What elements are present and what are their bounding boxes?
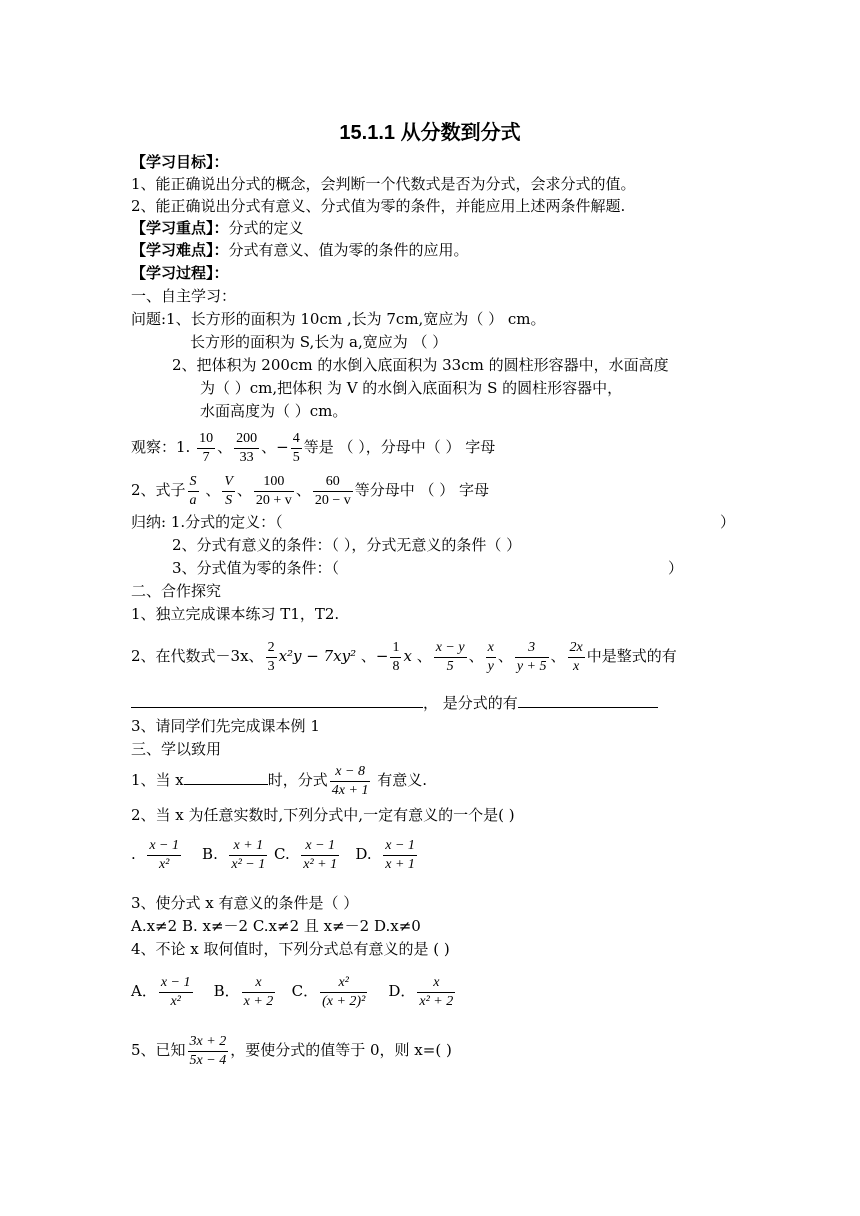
fraction-v-s	[222, 473, 235, 510]
process-heading	[131, 263, 229, 283]
numerator: 4	[291, 430, 302, 449]
fraction-10-7	[197, 430, 215, 467]
numerator: V	[222, 473, 235, 492]
exercise-4-options	[131, 971, 457, 1011]
summary-1: 归纳: 1.分式的定义：（	[131, 513, 283, 531]
option-label-d: D．	[388, 982, 416, 1000]
answer-blank-fractional[interactable]	[518, 693, 658, 708]
exercise-2-options: . $\frac{x - 1}{\text{x²}}$ B. $\frac{x + 1}{\text{x² − 1}}$ C. $\frac{x - 1}{\text{x² + 1}}$ D. $\frac{x - 1}{x + 1}$	[131, 837, 415, 872]
coop-2-answer-line	[131, 693, 658, 713]
option-c-fraction: $\frac{x - 1}{\text{x² + 1}}$	[303, 837, 338, 872]
denominator: a	[189, 492, 197, 508]
obs2-suffix: 等分母中 （ ） 字母	[354, 481, 490, 499]
summary-1-close: ）	[720, 513, 736, 531]
section-2-heading: 二、合作探究	[131, 582, 222, 600]
summary-2: 2、分式有意义的条件：（ ），分式无意义的条件（ ）	[172, 536, 522, 554]
exercise-1	[131, 760, 427, 800]
denominator: 20 − v	[314, 492, 351, 508]
ex1-c: 有意义.	[377, 771, 428, 789]
fraction-x-y: $\frac{x}{y}$	[487, 639, 494, 674]
observe-suffix: 等是 （ ），分母中（ ） 字母	[303, 438, 496, 456]
difficulty	[131, 240, 469, 260]
objective-2: 2、能正确说出分式有意义、分式值为零的条件，并能应用上述两条件解题.	[131, 197, 626, 215]
option-label-a: A．	[131, 982, 157, 1000]
numerator: 60	[313, 473, 353, 492]
question-2b: 为（ ）cm,把体积 为 V 的水倒入底面积为 S 的圆柱形容器中，	[200, 379, 623, 397]
question-1a: 问题:1、长方形的面积为 10cm ,长为 7cm,宽应为（ ） cm。	[131, 310, 546, 328]
ex4-option-b-fraction: $\frac{x}{x + 2}$	[243, 974, 274, 1009]
denominator: 7	[202, 449, 210, 465]
answer-blank-ex1[interactable]	[184, 770, 268, 785]
answer-blank-integral[interactable]	[131, 693, 423, 708]
fraction-3-y5: $\frac{3}{y + 5}$	[516, 639, 547, 674]
ex1-a: 1、当 x	[131, 771, 184, 789]
option-d-fraction: $\frac{x - 1}{x + 1}$	[385, 837, 415, 872]
question-1b: 长方形的面积为 S,长为 a,宽应为 （ ）	[190, 333, 448, 351]
coop-3: 3、请同学们先完成课本例 1	[131, 717, 320, 735]
numerator: 200	[234, 430, 259, 449]
fraction-2x-x: $\frac{2x}{x}$	[569, 639, 583, 674]
page-title: 15.1.1 从分数到分式	[339, 122, 521, 144]
numerator: 100	[254, 473, 294, 492]
fraction-3x2-5x4: $\frac{3x + 2}{5x - 4}$	[189, 1033, 227, 1068]
key-point-text: 分式的定义	[228, 219, 304, 237]
ex1-b: 时，分式	[267, 771, 328, 789]
numerator: 10	[197, 430, 215, 449]
numerator: S	[188, 473, 199, 492]
observe-prefix: 观察：1.	[131, 438, 191, 456]
observation-1: 观察：1. $\frac{10}{7}$ 、 $\frac{200}{33}$ 、− $\frac{4}{5}$ 等是 （ ），分母中（ ） 字母	[131, 430, 496, 465]
section-3-heading: 三、学以致用	[131, 740, 222, 758]
option-a-fraction: $\frac{x - 1}{\text{x²}}$	[149, 837, 179, 872]
coop2-line-text: ， 是分式的有	[423, 694, 518, 712]
coop-2: 2、在代数式－3x、 $\frac{2}{3}$ x²y − 7xy² 、− $\frac{1}{8}$ x 、 $\frac{x - y}{5}$ 、 $\frac{x}{y}$ 、 $\frac{3}{y + 5}$ 、 $\frac{2x}{x}$ 中是整式的有	[131, 639, 677, 674]
ex4-option-c-fraction: $\frac{\text{x²}}{\text{(x + 2)²}}$	[322, 974, 366, 1009]
coop2-suffix: 中是整式的有	[586, 647, 677, 665]
fraction-s-a	[188, 473, 199, 510]
section-1-heading: 一、自主学习：	[131, 287, 237, 305]
coop-1: 1、独立完成课本练习 T1，T2.	[131, 605, 340, 623]
coop2-prefix: 2、在代数式－3x、	[131, 647, 264, 665]
option-label-b: B．	[213, 982, 240, 1000]
exercise-4: 4、不论 x 取何值时，下列分式总有意义的是 ( )	[131, 940, 450, 958]
ex4-option-a-fraction: $\frac{x - 1}{\text{x²}}$	[160, 974, 191, 1009]
fraction-100	[254, 473, 294, 510]
fraction-x-y-5: $\frac{x - y}{5}$	[435, 639, 465, 674]
process-heading-text: 【学习过程】：	[131, 264, 229, 282]
denominator: 5	[292, 449, 300, 465]
ex5-b: ，要使分式的值等于 0，则 x=( )	[230, 1041, 452, 1059]
fraction-4-5	[291, 430, 302, 467]
key-point-heading: 【学习重点】：	[131, 219, 229, 237]
difficulty-text: 分式有意义、值为零的条件的应用。	[228, 241, 469, 259]
summary-3-close: ）	[668, 559, 684, 577]
key-point	[131, 218, 304, 238]
option-b-fraction: $\frac{x + 1}{\text{x² − 1}}$	[231, 837, 266, 872]
question-2a: 2、把体积为 200cm 的水倒入底面积为 33cm 的圆柱形容器中，水面高度	[172, 356, 669, 374]
fraction-1-8: $\frac{1}{8}$	[392, 639, 400, 674]
summary-3: 3、分式值为零的条件：（	[172, 559, 340, 577]
ex4-option-d-fraction: $\frac{x}{\text{x² + 2}}$	[419, 974, 454, 1009]
difficulty-heading: 【学习难点】：	[131, 241, 229, 259]
exercise-3: 3、使分式 x 有意义的条件是（ ）	[131, 894, 359, 912]
fraction-2-3: $\frac{2}{3}$	[267, 639, 275, 674]
observation-2: 2、式子 $\frac{S}{a}$ 、 $\frac{V}{S}$ 、 $\frac{100}{20 + v}$ 、 $\frac{60}{20 - v}$ 等分母中 （ ） 字母	[131, 473, 490, 508]
denominator: 33	[239, 449, 254, 465]
exercise-3-options: A.x≠2 B. x≠－2 C.x≠2 且 x≠－2 D.x≠0	[131, 917, 421, 935]
objective-1: 1、能正确说出分式的概念，会判断一个代数式是否为分式，会求分式的值。	[131, 175, 636, 193]
expr-term: x²y − 7xy²	[278, 647, 357, 665]
option-label-c: C．	[291, 982, 319, 1000]
fraction-200-33	[234, 430, 259, 467]
fraction-x8-4x1: $\frac{x - 8}{4x + 1}$	[331, 763, 369, 798]
denominator: 20 + v	[255, 492, 292, 508]
ex5-a: 5、已知	[131, 1041, 186, 1059]
obs2-prefix: 2、式子	[131, 481, 186, 499]
exercise-2: 2、当 x 为任意实数时,下列分式中,一定有意义的一个是( )	[131, 806, 515, 824]
objectives-heading	[131, 152, 229, 172]
objectives-heading-text: 【学习目标】：	[131, 153, 229, 171]
denominator: S	[225, 492, 233, 508]
exercise-5	[131, 1030, 452, 1070]
question-2c: 水面高度为（ ）cm。	[200, 402, 348, 420]
fraction-60	[313, 473, 353, 510]
